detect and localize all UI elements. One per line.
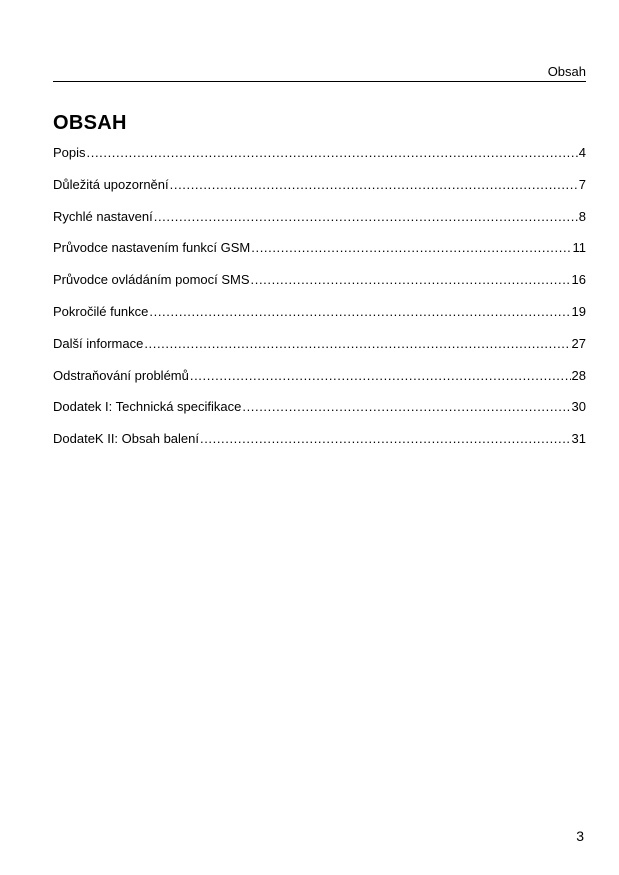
toc-entry-page: 30 [571,399,586,415]
toc-entry-label: DodateK II: Obsah balení [53,431,199,447]
page-number: 3 [576,828,584,844]
toc-entry-page: 7 [578,176,586,192]
toc-entry-label: Popis [53,145,86,160]
toc-entry-label: Důležitá upozornění [53,176,169,192]
toc-entry-pruvodce-sms[interactable] [53,271,586,303]
toc-entry-label: Odstraňování problémů [53,367,189,383]
toc-leader-dots [149,303,570,321]
toc-entry-pokrocile-funkce[interactable] [53,303,586,335]
toc-leader-dots [190,367,571,385]
toc-entry-label: Pokročilé funkce [53,303,149,319]
toc-entry-label: Průvodce ovládáním pomocí SMS [53,272,250,288]
toc-entry-dalsi-informace[interactable] [53,335,586,367]
toc-entry-label: Dodatek I: Technická specifikace [53,399,242,415]
toc-leader-dots [251,271,571,289]
toc-entry-popis[interactable] [53,144,586,176]
toc-entry-page: 8 [578,208,586,224]
toc-entry-dulezita-upozorneni[interactable] [53,176,586,208]
toc-entry-dodatek-2[interactable] [53,430,586,462]
toc-entry-page: 27 [571,335,586,351]
toc-leader-dots [242,398,570,416]
toc-entry-page: 4 [578,145,586,160]
toc-entry-rychle-nastaveni[interactable] [53,208,586,240]
toc-entry-page: 31 [571,431,586,447]
toc-entry-page: 11 [572,240,586,256]
toc-leader-dots [87,144,578,162]
running-header: Obsah [547,64,586,79]
toc-leader-dots [144,335,570,353]
toc-leader-dots [170,176,578,194]
toc-title: OBSAH [53,112,127,134]
toc-entry-label: Další informace [53,335,144,351]
toc-leader-dots [251,239,571,257]
toc-entry-odstranovani-problemu[interactable] [53,367,586,399]
toc-entry-dodatek-1[interactable] [53,398,586,430]
toc-entry-page: 16 [571,272,586,288]
toc-entry-page: 19 [571,303,586,319]
toc-entry-page: 28 [571,367,586,383]
header-rule [53,81,586,82]
toc-entry-label: Průvodce nastavením funkcí GSM [53,240,251,256]
toc-entry-label: Rychlé nastavení [53,208,153,224]
toc-list [53,144,586,462]
toc-leader-dots [200,430,571,448]
toc-leader-dots [154,208,578,226]
toc-entry-pruvodce-gsm[interactable] [53,239,586,271]
